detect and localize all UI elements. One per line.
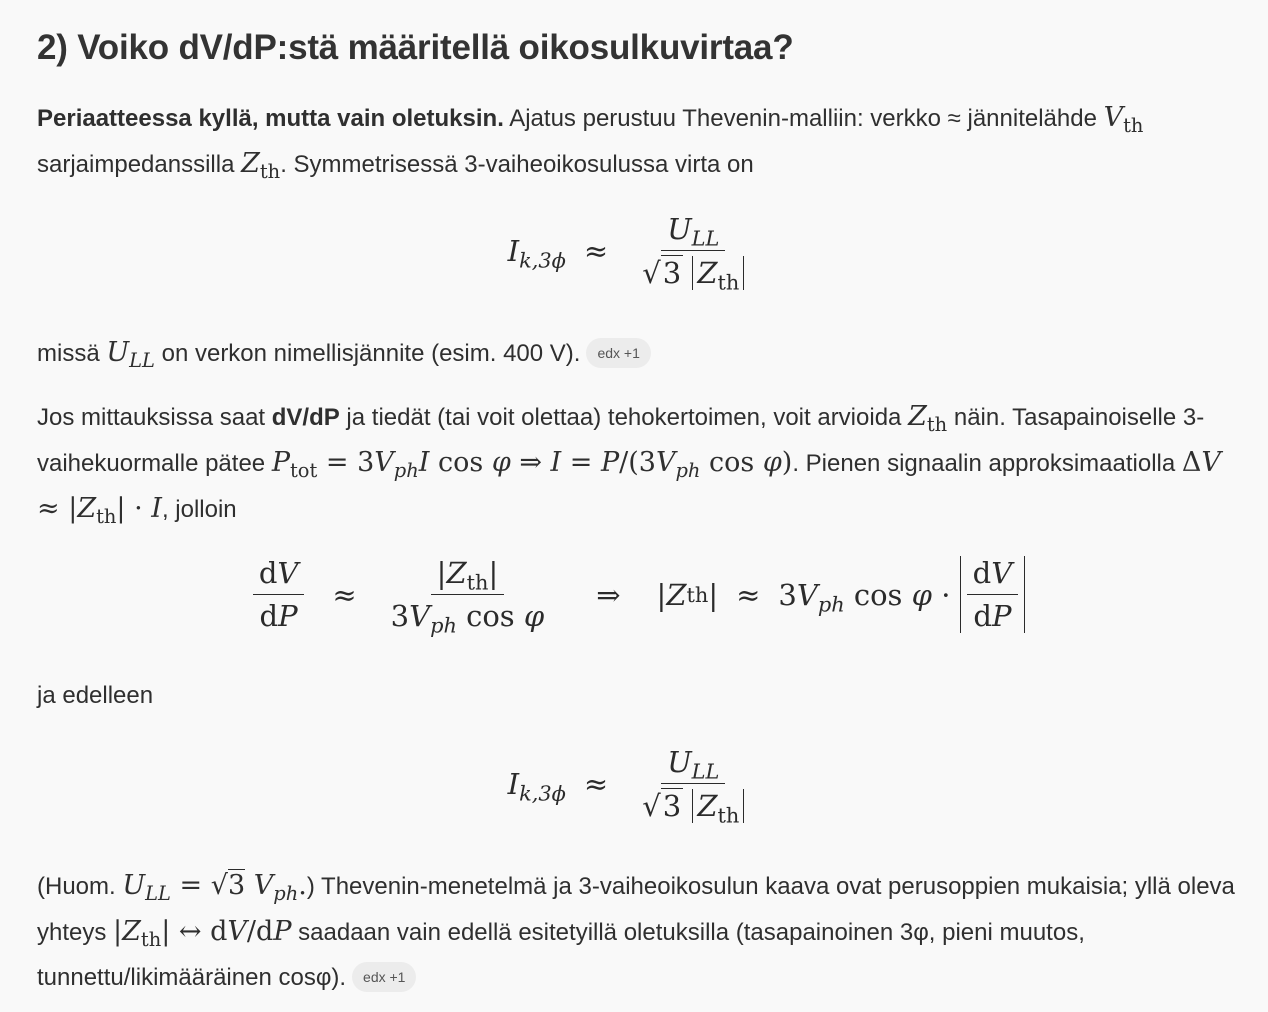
paragraph-further	[37, 673, 1247, 718]
method-text-3: näin. Tasapainoiselle 3-vaihekuormalle pätee	[37, 404, 1205, 477]
citation-badge-2[interactable]: edx +1	[352, 962, 416, 992]
intro-text-1: Ajatus perustuu Thevenin-malliin: verkko ≈ jännitelähde	[503, 105, 1104, 132]
equation-short-circuit-1: $I_{k,3\phi}$ ≈ $\frac{U_{LL}}{√3 Z_{th}}$	[0, 212, 1268, 290]
math-vth: $V_{th}$	[1103, 102, 1144, 137]
note-text-3: saadaan vain edellä esitetyillä oletuksilla (tasapainoinen 3φ, pieni muutos, tunnettu/likimääräinen cosφ).	[37, 919, 1085, 991]
math-zth: $Z_{th}$	[241, 148, 281, 183]
method-text-1: Jos mittauksissa saat	[37, 404, 272, 431]
equation-dv-dp: $\frac{dV}{dP}$ ≈ $\frac{|Z_{th}|}{3V_{ph} \cos \varphi}$ ⇒ | Z th | ≈ 3 $V_{ph}$ cos φ · $\frac{dV}{dP}$	[0, 556, 1268, 633]
intro-bold: Periaatteessa kyllä, mutta vain oletuksin.	[37, 105, 504, 132]
equation-short-circuit-2: $I_{k,3\phi}$ ≈ $\frac{U_{LL}}{√3 Z_{th}}$	[0, 745, 1268, 823]
paragraph-note	[37, 863, 1247, 1000]
math-ull-relation: $U_{LL} = √3$ $V_{ph}$.	[122, 870, 307, 905]
math-delta-v: $\Delta V \approx |Z_{th}| \cdot I$	[37, 447, 1221, 528]
paragraph-intro	[37, 95, 1247, 187]
citation-badge[interactable]: edx +1	[586, 338, 650, 368]
method-text-4: . Pienen signaalin approksimaatiolla	[792, 450, 1182, 477]
intro-text-2: sarjaimpedanssilla	[37, 151, 242, 178]
math-power: $P_{tot} = 3V_{ph}I$ cos φ ⇒ $I = P/(3V_{ph}$ cos φ)	[271, 447, 793, 482]
ull-text-2: on verkon nimellisjännite (esim. 400 V).	[154, 340, 581, 367]
further-text: ja edelleen	[37, 682, 154, 709]
note-text-2: ) Thevenin-menetelmä ja 3-vaiheoikosulun kaava ovat perusoppien mukaisia; yllä oleva yhteys	[37, 873, 1235, 946]
method-text-2: ja tiedät (tai voit olettaa) tehokertoimen, voit arvioida	[339, 404, 909, 431]
math-zth-dvdp: $|Z_{th}|$ ↔ dV/dP	[113, 916, 292, 951]
paragraph-method	[37, 394, 1247, 532]
math-zth-2: $Z_{th}$	[908, 401, 948, 436]
math-ull: $U_{LL}$	[106, 337, 155, 372]
intro-text-3: . Symmetrisessä 3-vaiheoikosulussa virta on	[280, 151, 754, 178]
method-bold: dV/dP	[271, 404, 340, 431]
ull-text-1: missä	[37, 340, 107, 367]
note-text-1: (Huom.	[37, 873, 123, 900]
method-text-5: , jolloin	[161, 496, 237, 523]
section-heading: 2) Voiko dV/dP:stä määritellä oikosulkuvirtaa?	[37, 28, 794, 67]
paragraph-ull	[37, 330, 1247, 376]
